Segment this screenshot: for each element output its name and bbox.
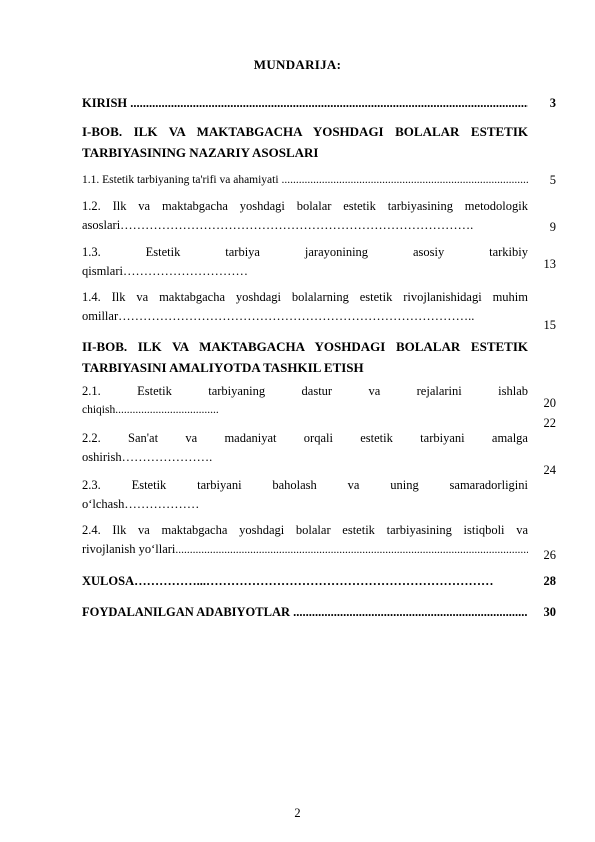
toc-entry-label: 1.1. Estetik tarbiyaning ta'rifi va ahamiyati (82, 174, 279, 186)
entry-2-2-line-2: oshirish…………………. (82, 450, 213, 464)
toc-entry-2-2[interactable] (82, 429, 528, 467)
page-number: 2 (294, 806, 301, 820)
chapter-2-line-1: II-BOB. ILK VA MAKTABGACHA YOSHDAGI BOLALAR ESTETIK (82, 339, 528, 354)
toc-entry-2-4[interactable] (82, 521, 528, 560)
entry-1-4-line-1: 1.4. Ilk va maktabgacha yoshdagi bolalarning estetik rivojlanishidagi muhim (82, 290, 528, 304)
toc-page-adabiyotlar: 30 (543, 605, 556, 619)
toc-entry-label: FOYDALANILGAN ADABIYOTLAR (82, 605, 291, 619)
entry-1-3-line-2: qismlari………………………… (82, 264, 248, 278)
toc-page-2-4: 26 (543, 548, 556, 562)
toc-entry-kirish[interactable] (82, 94, 528, 113)
entry-1-2-line-2: asoslari…………………………………………………………………………. (82, 218, 474, 232)
toc-page-1-3: 13 (543, 257, 556, 271)
toc-entry-1-2[interactable] (82, 197, 528, 235)
toc-page-2-1: 20 (543, 396, 556, 410)
toc-page-xulosa: 28 (543, 574, 556, 588)
entry-1-2-line-1: 1.2. Ilk va maktabgacha yoshdagi bolalar estetik tarbiyasining metodologik (82, 199, 528, 213)
toc-page-kirish: 3 (549, 96, 556, 110)
toc-leader-dots (281, 174, 528, 186)
toc-entry-1-4[interactable] (82, 288, 528, 326)
toc-leader-dots (175, 544, 528, 556)
entry-2-3-line-1: 2.3. Estetik tarbiyani baholash va uning samaradorligini (82, 478, 528, 492)
toc-page-1-2: 9 (549, 220, 556, 234)
toc-entry-2-3[interactable] (82, 476, 528, 514)
chapter-1-line-1: I-BOB. ILK VA MAKTABGACHA YOSHDAGI BOLALAR ESTETIK (82, 124, 528, 139)
entry-2-3-line-2: o‘lchash……………… (82, 497, 200, 511)
toc-page-2-3: 24 (543, 463, 556, 477)
entry-2-1-line-1: 2.1. Estetik tarbiyaning dastur va rejalarini ishlab (82, 384, 528, 398)
toc-page-1-4: 15 (543, 318, 556, 332)
entry-2-1-line-2: chiqish.................................... (82, 404, 219, 416)
entry-2-4-line-2: rivojlanish yo‘llari (82, 542, 176, 556)
toc-chapter-2[interactable] (82, 336, 528, 378)
chapter-1-line-2: TARBIYASINING NAZARIY ASOSLARI (82, 145, 319, 160)
toc-chapter-1[interactable] (82, 121, 528, 163)
chapter-2-line-2: TARBIYASINI AMALIYOTDA TASHKIL ETISH (82, 360, 364, 375)
toc-entry-adabiyotlar[interactable] (82, 603, 528, 622)
entry-2-2-line-1: 2.2. San'at va madaniyat orqali estetik tarbiyani amalga (82, 431, 528, 445)
toc-leader-dots (293, 605, 528, 619)
toc-entry-label: KIRISH (82, 96, 128, 110)
toc-entry-xulosa[interactable] (82, 572, 528, 591)
toc-entry-1-3[interactable] (82, 243, 528, 281)
entry-1-3-line-1: 1.3. Estetik tarbiya jarayonining asosiy tarkibiy (82, 245, 528, 259)
entry-1-4-line-2: omillar………………………………………………………………………….. (82, 309, 475, 323)
toc-entry-label: XULOSA……………...…………………………………………………………… (82, 574, 494, 588)
toc-page-2-2: 22 (543, 416, 556, 430)
page-title: MUNDARIJA: (253, 57, 342, 72)
toc-entry-2-1[interactable] (82, 382, 528, 420)
toc-page-1-1: 5 (549, 173, 556, 187)
toc-entry-1-1[interactable] (82, 171, 528, 190)
toc-leader-dots (130, 96, 528, 110)
entry-2-4-line-1: 2.4. Ilk va maktabgacha yoshdagi bolalar estetik tarbiyasining istiqboli va (82, 523, 528, 537)
